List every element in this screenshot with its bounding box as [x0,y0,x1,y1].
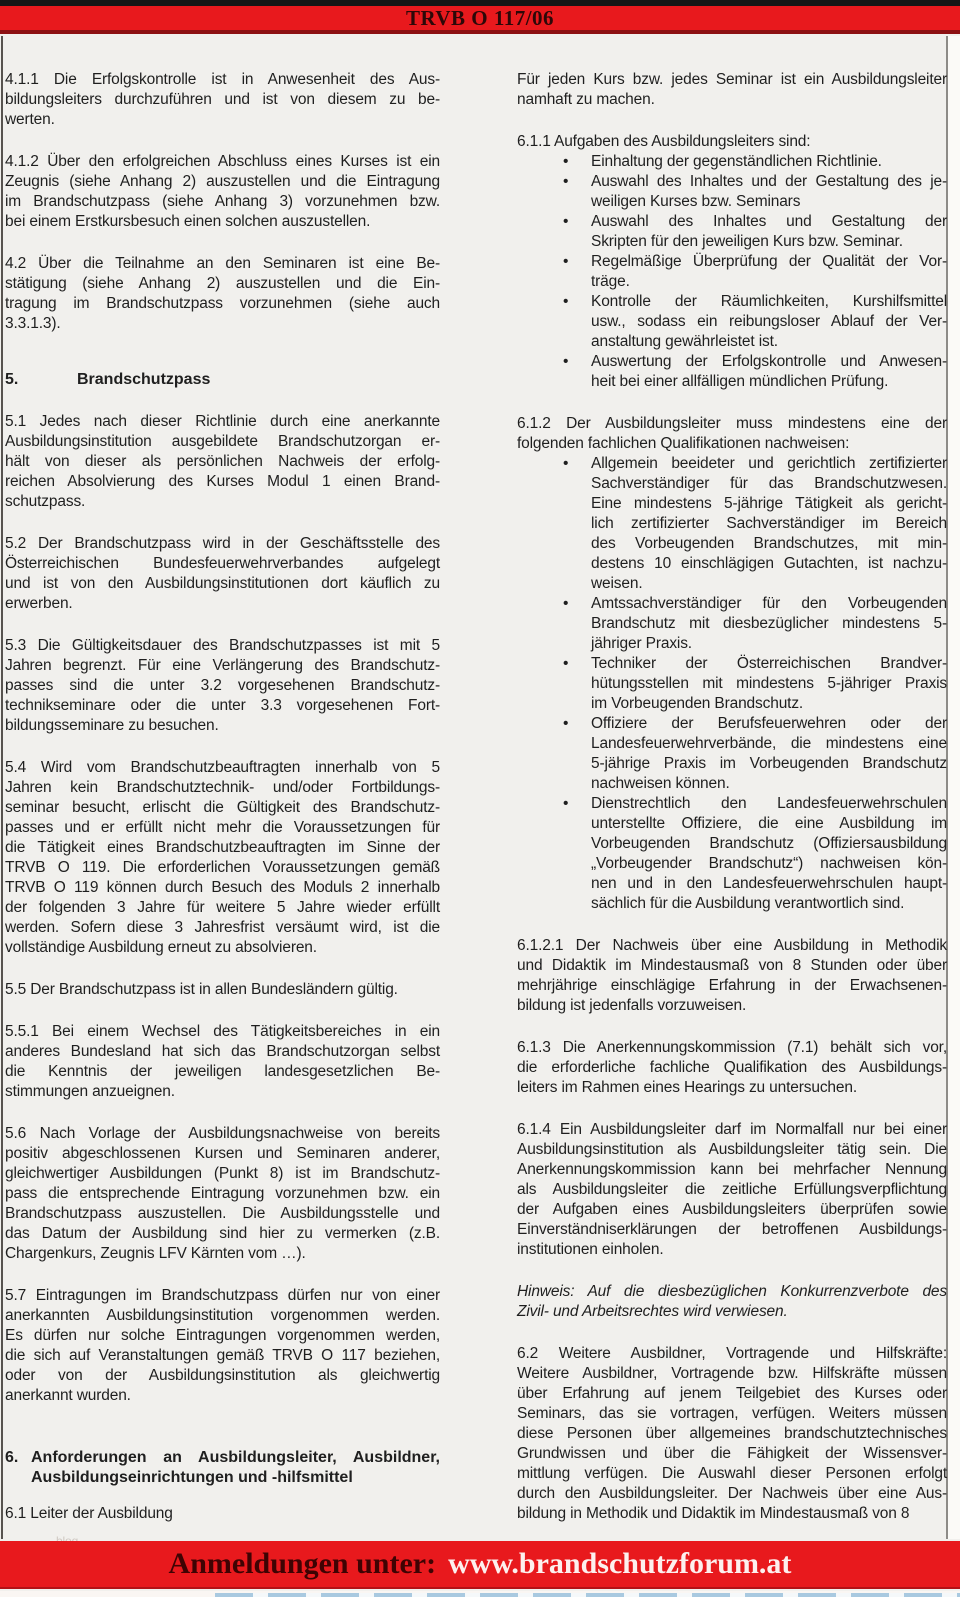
list-item [517,352,947,392]
text-line: folgenden fachlichen Qualifikationen nachweisen: [517,435,850,452]
text-line: Einverständniserklärungen der betroffenen Ausbildungs- [517,1221,947,1238]
text-line: Für jeden Kurs bzw. jedes Seminar ist ein Ausbildungsleiter [517,71,947,88]
text-line: Jahren kein Brandschutztechnik- und/oder Fortbildungs- [5,779,440,796]
text-line: Österreichischen Bundesfeuerwehrverbandes aufgelegt [5,555,440,572]
text-line: anderes Bundesland hat sich das Brandschutzorgan selbst [5,1043,440,1060]
text-line: oder von der Ausbildungsinstitution als gleichwertig [5,1367,440,1384]
text-line: und Didaktik im Mindestausmaß von 8 Stunden oder über [517,957,947,974]
text-line: die sich auf Veranstaltungen gemäß TRVB O 117 beziehen, [5,1347,440,1364]
text-line: 5.7 Eintragungen im Brandschutzpass dürfen nur von einer [5,1287,440,1304]
text-line: diese Personen über allgemeines brandschutztechnisches [517,1425,947,1442]
paragraph [5,412,440,512]
text-line: hütungsstellen mit mindestens 5-jähriger Praxis [591,675,947,692]
paragraph [5,758,440,958]
bullet-icon: • [563,795,569,812]
text-line: 4.1.2 Über den erfolgreichen Abschluss eines Kurses ist ein [5,153,440,170]
heading-label: Brandschutzpass [77,371,211,388]
right-column [517,70,947,1546]
paragraph [5,1022,440,1102]
text-line: mittlung verfügen. Die Auswahl dieser Personen erfolgt [517,1465,947,1482]
text-line: Einhaltung der gegenständlichen Richtlinie. [591,153,882,170]
paragraph [5,636,440,736]
text-line: seminar besucht, erlischt die Gültigkeit des Brandschutz- [5,799,440,816]
text-line: durch den Ausbildungsleiter. Der Nachweis über eine Aus- [517,1485,947,1502]
text-line: tragung im Brandschutzpass vorzunehmen (siehe auch [5,295,440,312]
paragraph [517,1120,947,1260]
document-title: TRVB O 117/06 [405,6,555,30]
list-item [517,152,947,172]
heading-number: 6. [5,1449,19,1466]
text-line: Sachverständiger für das Brandschutzwesen. [591,475,947,492]
text-line: und ist von den Ausbildungsinstitutionen dort käuflich zu [5,575,440,592]
text-line: Techniker der Österreichischen Brandver- [591,655,947,672]
text-line: 6.1 Leiter der Ausbildung [5,1505,173,1522]
text-line: TRVB O 119. Die erforderlichen Voraussetzungen gemäß [5,859,440,876]
text-line: Zeugnis (siehe Anhang 2) auszustellen und die Eintragung [5,173,440,190]
text-line: der folgenden 3 Jahre für weitere 5 Jahre wieder erfüllt [5,899,440,916]
paragraph [5,980,440,1000]
text-line: „Vorbeugender Brandschutz“) nachweisen kön- [591,855,947,872]
bullet-icon: • [563,153,569,170]
text-line: 6.2 Weitere Ausbildner, Vortragende und Hilfskräfte: [517,1345,947,1362]
text-line: bildung ist jedenfalls vorzuweisen. [517,997,747,1014]
paragraph [517,70,947,110]
list-item [517,454,947,594]
text-line: Jahren begrenzt. Für eine Verlängerung des Brandschutz- [5,657,440,674]
text-line: reichen Absolvierung des Kurses Modul 1 einen Brand- [5,473,440,490]
text-line: Landesfeuerwehrverbände, die mindestens eine [591,735,947,752]
bullet-icon: • [563,715,569,732]
text-line: 3.3.1.3). [5,315,61,332]
text-line: schutzpass. [5,493,86,510]
text-line: Anforderungen an Ausbildungsleiter, Ausbildner, [31,1449,440,1466]
text-line: der Aufgaben eines Ausbildungsleiters überprüfen sowie [517,1201,947,1218]
text-line: Chargenkurs, Zeugnis LFV Kärnten vom …). [5,1245,306,1262]
list-item [517,714,947,794]
text-line: vollständige Ausbildung erneut zu absolvieren. [5,939,317,956]
bullet-icon: • [563,253,569,270]
text-line: stimmungen anzueignen. [5,1083,175,1100]
paragraph [5,1504,440,1524]
section-heading [5,1428,440,1488]
text-line: Es dürfen nur solche Eintragungen vorgenommen werden, [5,1327,440,1344]
text-line: Allgemein beeideter und gerichtlich zertifizierter [591,455,947,472]
text-line: Skripten für den jeweiligen Kurs bzw. Seminar. [591,233,903,250]
text-line: leiters im Rahmen eines Hearings zu untersuchen. [517,1079,857,1096]
paragraph [517,1038,947,1098]
text-line: 5.5.1 Bei einem Wechsel des Tätigkeitsbereiches in ein [5,1023,440,1040]
text-line: des Vorbeugenden Brandschutzes, mit min- [591,535,947,552]
text-line: Brandschutzpass auszustellen. Die Ausbildungsstelle und [5,1205,440,1222]
bullet-icon: • [563,655,569,672]
paragraph [5,70,440,130]
text-line: 5.1 Jedes nach dieser Richtlinie durch eine anerkannte [5,413,440,430]
text-line: passes sind die unter 3.2 vorgesehenen Brandschutz- [5,677,440,694]
list-item [517,252,947,292]
paragraph [517,936,947,1016]
text-line: 5.2 Der Brandschutzpass wird in der Geschäftsstelle des [5,535,440,552]
text-line: lich zertifizierter Sachverständiger im Bereich [591,515,947,532]
text-line: Grundwissen und über die Fähigkeit der Wissensver- [517,1445,947,1462]
text-line: 6.1.2 Der Ausbildungsleiter muss mindestens eine der [517,415,947,432]
cutoff-strip-segments [215,1593,960,1597]
text-line: institutionen einholen. [517,1241,664,1258]
text-line: anerkannt wurden. [5,1387,131,1404]
list-item [517,172,947,212]
text-line: bei einem Erstkursbesuch einen solchen auszustellen. [5,213,371,230]
text-line: 5.3 Die Gültigkeitsdauer des Brandschutzpasses ist mit 5 [5,637,440,654]
text-line: erwerben. [5,595,73,612]
text-line: über Erfahrung auf jenem Teilgebiet des Kurses oder [517,1385,947,1402]
bullet-list [517,454,947,914]
text-line: Offiziere der Berufsfeuerwehren oder der [591,715,947,732]
paragraph [517,414,947,454]
list-item [517,654,947,714]
text-line: weiligen Kurses bzw. Seminars [591,193,801,210]
list-item [517,794,947,914]
text-line: bildung in Methodik und Didaktik im Mindestausmaß von 8 [517,1505,910,1522]
paragraph [5,1286,440,1406]
text-line: stätigung (siehe Anhang 2) auszustellen und die Ein- [5,275,440,292]
footer-banner [0,1541,960,1589]
text-line: namhaft zu machen. [517,91,655,108]
text-line: 5.6 Nach Vorlage der Ausbildungsnachweise von bereits [5,1125,440,1142]
cutoff-bottom-strip [0,1591,960,1597]
text-line: 5.5 Der Brandschutzpass ist in allen Bundesländern gültig. [5,981,398,998]
bullet-icon: • [563,455,569,472]
list-item [517,292,947,352]
bullet-icon: • [563,595,569,612]
text-line: technikseminare oder die unter 3.3 vorgesehenen Fort- [5,697,440,714]
text-line: positiv abgeschlossenen Kursen und Seminaren anderer, [5,1145,440,1162]
text-line: pass die entsprechende Eintragung vorzunehmen bzw. ein [5,1185,440,1202]
text-line: Auswahl des Inhaltes und der Gestaltung des je- [591,173,947,190]
text-line: Seminars, das sie vortragen, verfügen. Weiters müssen [517,1405,947,1422]
heading-number: 5. [5,371,19,388]
text-line: werden. Sofern diese 3 Jahresfrist versäumt wird, ist die [5,919,440,936]
text-line: die Tätigkeit eines Brandschutzbeauftragten im Sinne der [5,839,440,856]
text-line: nachweisen können. [591,775,730,792]
list-item [517,594,947,654]
text-line: Auswertung der Erfolgskontrolle und Anwesen- [591,353,947,370]
bullet-icon: • [563,173,569,190]
text-line: usw., sodass ein reibungsloser Ablauf der Ver- [591,313,947,330]
footer-banner-label: Anmeldungen unter: [168,1547,437,1580]
text-line: bildungsseminare zu besuchen. [5,717,219,734]
text-line: anerkannten Ausbildungsinstitution vorgenommen werden. [5,1307,440,1324]
text-line: Regelmäßige Überprüfung der Qualität der Vor- [591,253,947,270]
text-line: Eine mindestens 5-jährige Tätigkeit als gericht- [591,495,947,512]
text-line: werten. [5,111,55,128]
text-line: Ausbildungsinstitution ausgebildete Brandschutzorgan er- [5,433,440,450]
text-line: Amtssachverständiger für den Vorbeugenden [591,595,947,612]
text-line: destens 10 einschlägigen Gutachten, ist nachzu- [591,555,947,572]
paragraph [5,152,440,232]
text-line: Dienstrechtlich den Landesfeuerwehrschulen [591,795,947,812]
text-line: jähriger Praxis. [591,635,692,652]
text-line: mehrjährige einschlägige Erfahrung in der Erwachsenen- [517,977,947,994]
text-line: Weitere Ausbildner, Vortragende bzw. Hilfskräfte müssen [517,1365,947,1382]
paragraph [5,1124,440,1264]
document-body [5,70,947,1546]
text-line: 4.2 Über die Teilnahme an den Seminaren ist eine Be- [5,255,440,272]
text-line: 5.4 Wird vom Brandschutzbeauftragten innerhalb von 5 [5,759,440,776]
text-line: die erforderliche fachliche Qualifikation des Ausbildungs- [517,1059,947,1076]
text-line: Vorbeugenden Brandschutz (Offiziersausbildung [591,835,947,852]
text-line: unterstellte Offiziere, die eine Ausbildung im [591,815,947,832]
text-line: nen und in den Landesfeuerwehrschulen haupt- [591,875,947,892]
text-line: gleichwertiger Ausbildungen (Punkt 8) ist im Brandschutz- [5,1165,440,1182]
paragraph [5,254,440,334]
text-line: Ausbildungseinrichtungen und -hilfsmittel [31,1469,353,1486]
paragraph [517,132,947,152]
text-line: träge. [591,273,630,290]
text-line: das Datum der Ausbildung sind hier zu vermerken (z.B. [5,1225,440,1242]
list-item [517,212,947,252]
paragraph [517,1282,947,1322]
text-line: Zivil- und Arbeitsrechtes wird verwiesen. [517,1303,788,1320]
text-line: sächlich für die Ausbildung verantwortlich sind. [591,895,905,912]
scan-right-gutter [948,36,960,1539]
text-line: TRVB O 119 können durch Besuch des Moduls 2 innerhalb [5,879,440,896]
text-line: hält von dieser als persönlichen Nachweis der erfolg- [5,453,440,470]
paragraph [5,534,440,614]
text-line: bildungsleiters durchzuführen und ist von diesem zu be- [5,91,440,108]
text-line: heit bei einer allfälligen mündlichen Prüfung. [591,373,889,390]
text-line: weisen. [591,575,643,592]
scan-left-edge [1,36,3,1539]
text-line: passes und er erfüllt nicht mehr die Voraussetzungen für [5,819,440,836]
text-line: die Kenntnis der jeweiligen landesgesetzlichen Be- [5,1063,440,1080]
text-line: Kontrolle der Räumlichkeiten, Kurshilfsmittel [591,293,947,310]
text-line: Hinweis: Auf die diesbezüglichen Konkurrenzverbote des [517,1283,947,1300]
text-line: 4.1.1 Die Erfolgskontrolle ist in Anwesenheit des Aus- [5,71,440,88]
text-line: Brandschutz mit diesbezüglicher mindestens 5- [591,615,947,632]
text-line: 6.1.2.1 Der Nachweis über eine Ausbildung in Methodik [517,937,947,954]
section-heading [5,356,440,390]
text-line: Auswahl des Inhaltes und Gestaltung der [591,213,947,230]
text-line: 5-jährige Praxis im Vorbeugenden Brandschutz [591,755,947,772]
text-line: als Ausbildungsleiter die zeitliche Erfüllungsverpflichtung [517,1181,947,1198]
text-line: Ausbildungsinstitution als Ausbildungsleiter tätig sein. Die [517,1141,947,1158]
footer-banner-url: www.brandschutzforum.at [448,1547,792,1580]
text-line: 6.1.1 Aufgaben des Ausbildungsleiters sind: [517,133,811,150]
paragraph [517,1344,947,1524]
bullet-icon: • [563,293,569,310]
text-line: 6.1.3 Die Anerkennungskommission (7.1) behält sich vor, [517,1039,947,1056]
bullet-list [517,152,947,392]
text-line: Anerkennungskommission kann bei mehrfacher Nennung [517,1161,947,1178]
text-line: im Brandschutzpass (siehe Anhang 3) vorzunehmen bzw. [5,193,440,210]
left-column [5,70,440,1546]
document-header-bar [0,6,960,34]
text-line: 6.1.4 Ein Ausbildungsleiter darf im Normalfall nur bei einer [517,1121,947,1138]
bullet-icon: • [563,353,569,370]
text-line: im Vorbeugenden Brandschutz. [591,695,804,712]
text-line: anstaltung gewährleistet ist. [591,333,778,350]
bullet-icon: • [563,213,569,230]
